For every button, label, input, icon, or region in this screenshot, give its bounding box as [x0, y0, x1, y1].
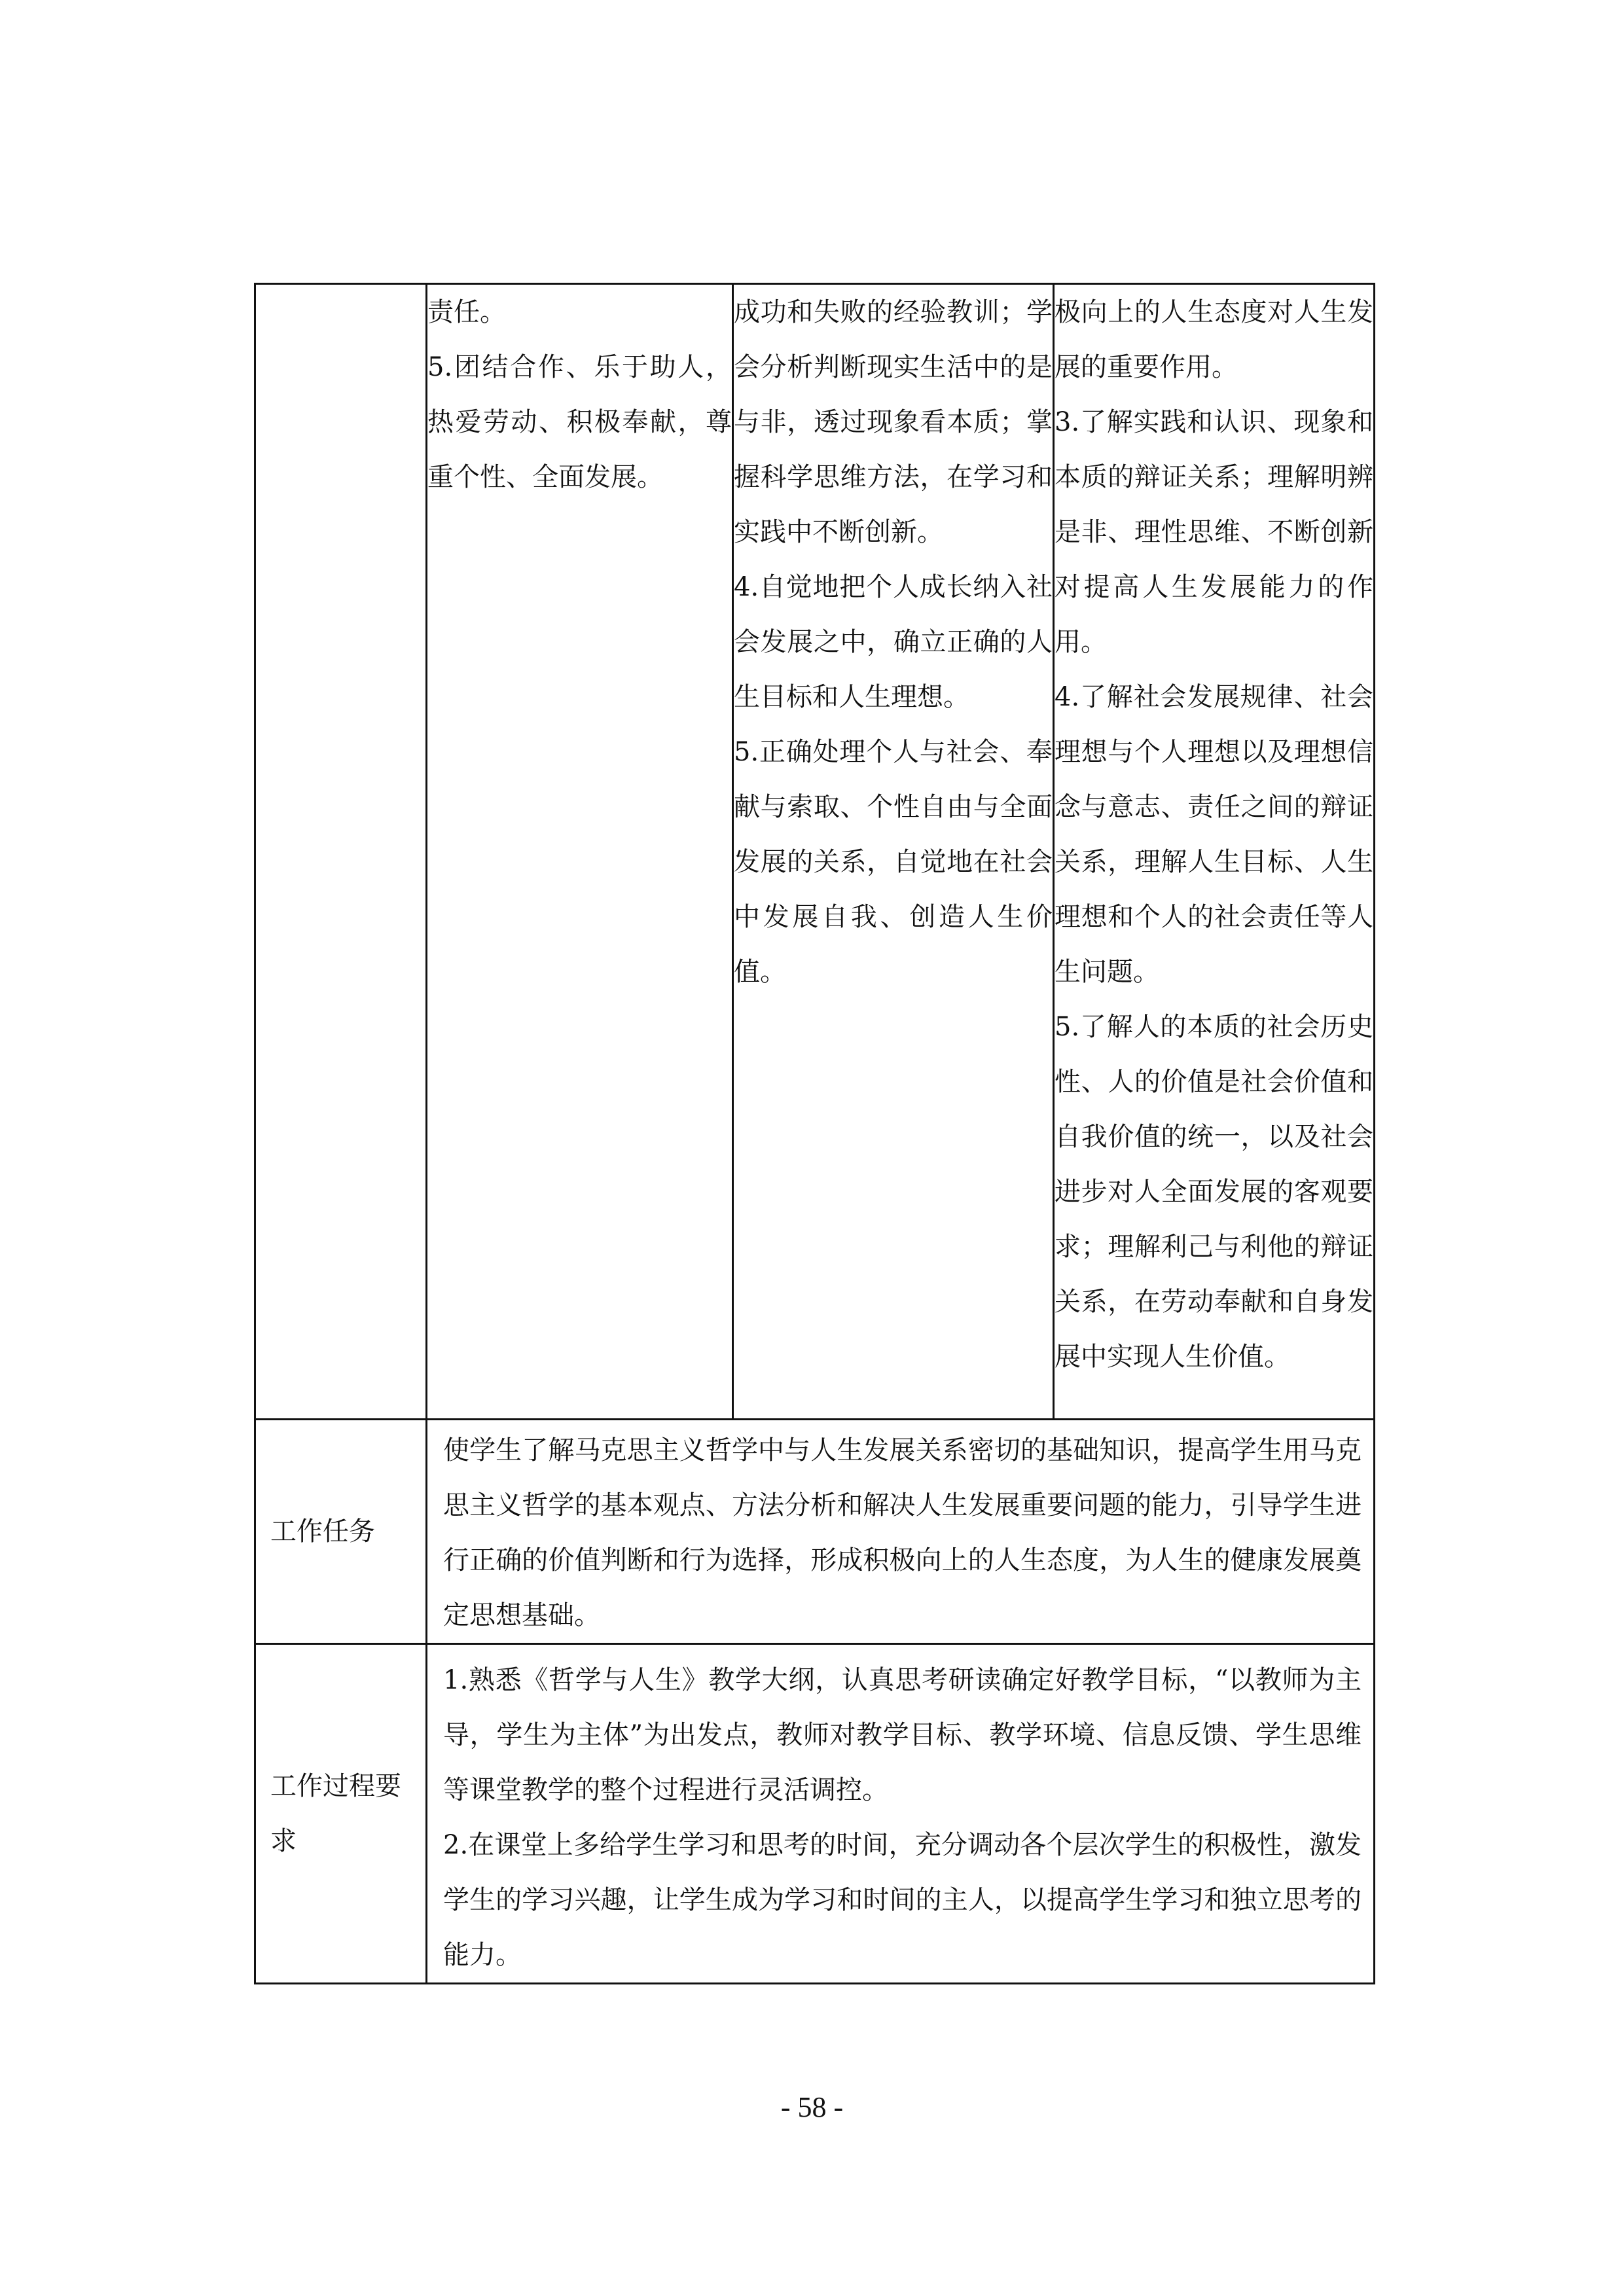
- goal-cell-ability: [733, 284, 1054, 1420]
- work-process-label-cell: [255, 1644, 427, 1984]
- cell-paragraph: 成功和失败的经验教训；学会分析判断现实生活中的是与非，透过现象看本质；掌握科学思维方法，在学习和实践中不断创新。: [734, 297, 1053, 547]
- cell-paragraph: 4.了解社会发展规律、社会理想与个人理想以及理想信念与意志、责任之间的辩证关系，理解人生目标、人生理想和个人的社会责任等人生问题。: [1055, 682, 1373, 987]
- cell-paragraph: 4.自觉地把个人成长纳入社会发展之中，确立正确的人生目标和人生理想。: [734, 572, 1053, 712]
- cell-paragraph: 责任。: [427, 297, 506, 327]
- table-row-work-task: [255, 1420, 1375, 1644]
- curriculum-table: [254, 283, 1375, 1984]
- goal-cell-knowledge: [1054, 284, 1375, 1420]
- work-task-label-cell: [255, 1420, 427, 1644]
- work-task-text: 使学生了解马克思主义哲学中与人生发展关系密切的基础知识，提高学生用马克思主义哲学的基本观点、方法分析和解决人生发展重要问题的能力，引导学生进行正确的价值判断和行为选择，形成积极向上的人生态度，为人生的健康发展奠定思想基础。: [443, 1435, 1362, 1630]
- work-process-items: [427, 1645, 1373, 1982]
- table-row-continued: [255, 284, 1375, 1420]
- work-task-content-cell: [427, 1420, 1375, 1644]
- cell-paragraph: 极向上的人生态度对人生发展的重要作用。: [1055, 297, 1373, 382]
- cell-paragraph: 5.正确处理个人与社会、奉献与索取、个性自由与全面发展的关系，自觉地在社会中发展自我、创造人生价值。: [734, 737, 1053, 987]
- goal-cell-attitude: [427, 284, 733, 1420]
- page-number: - 58 -: [780, 2091, 844, 2123]
- cell-paragraph: 3.了解实践和认识、现象和本质的辩证关系；理解明辨是非、理性思维、不断创新对提高人生发展能力的作用。: [1055, 407, 1373, 657]
- empty-label-cell: [255, 284, 427, 1420]
- cell-paragraph: 5.了解人的本质的社会历史性、人的价值是社会价值和自我价值的统一，以及社会进步对人全面发展的客观要求；理解利己与利他的辩证关系，在劳动奉献和自身发展中实现人生价值。: [1055, 1012, 1373, 1372]
- list-item: 2.在课堂上多给学生学习和思考的时间，充分调动各个层次学生的积极性，激发学生的学习兴趣，让学生成为学习和时间的主人，以提高学生学习和独立思考的能力。: [443, 1830, 1362, 1970]
- cell-paragraph: 5.团结合作、乐于助人，热爱劳动、积极奉献，尊重个性、全面发展。: [427, 352, 732, 492]
- work-task-label: 工作任务: [270, 1516, 375, 1547]
- list-item: 1.熟悉《哲学与人生》教学大纲，认真思考研读确定好教学目标，“以教师为主导，学生为主体”为出发点，教师对教学目标、教学环境、信息反馈、学生思维等课堂教学的整个过程进行灵活调控。: [443, 1665, 1362, 1805]
- table-row-work-process: [255, 1644, 1375, 1984]
- work-process-label: 工作过程要求: [270, 1771, 401, 1856]
- work-process-content-cell: [427, 1644, 1375, 1984]
